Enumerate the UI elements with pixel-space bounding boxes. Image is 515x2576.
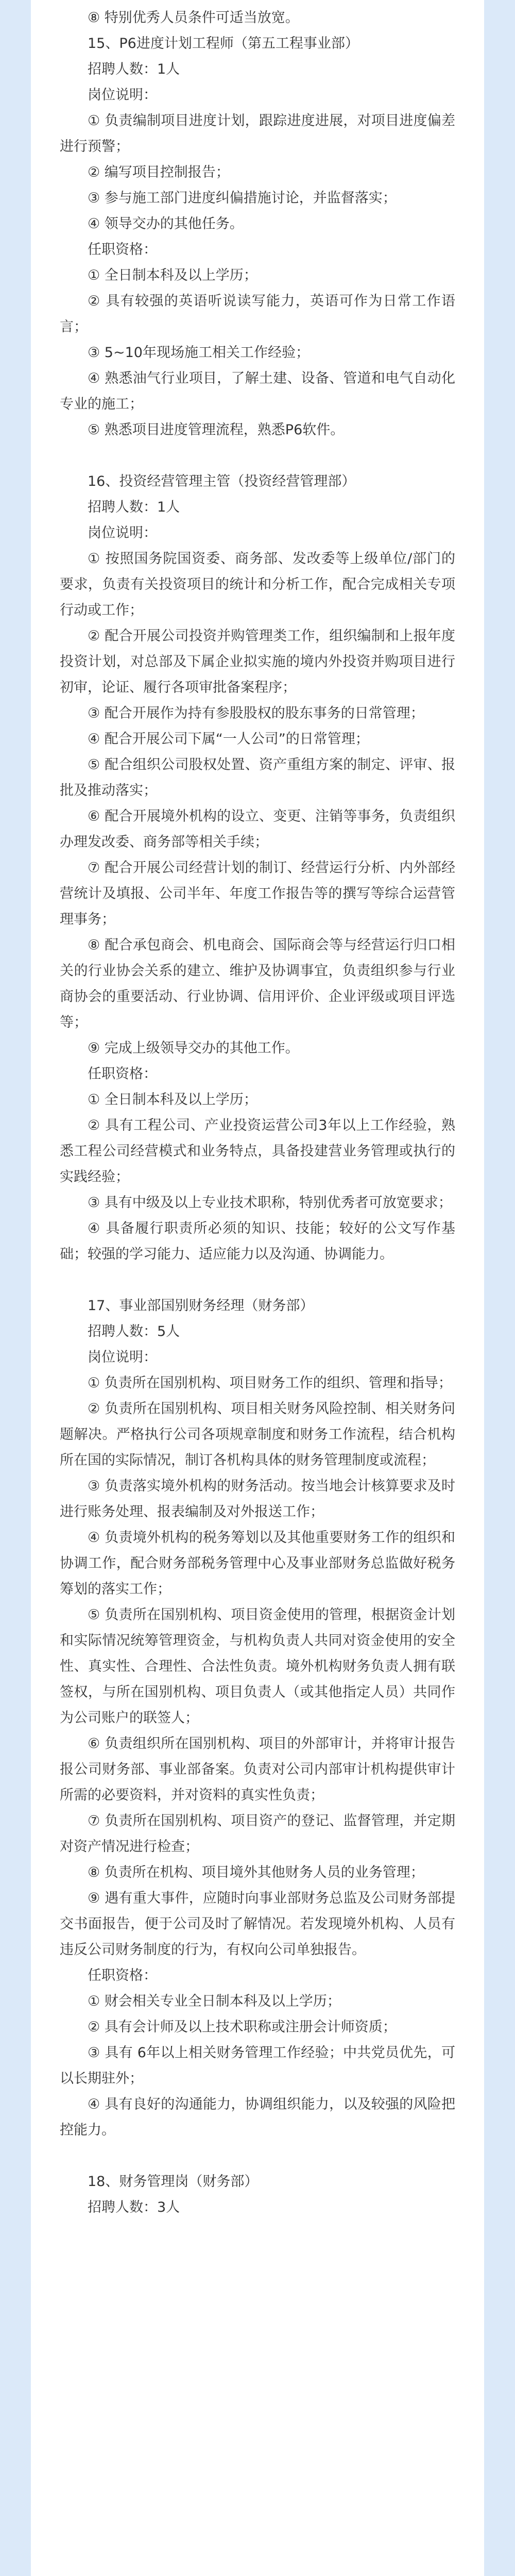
job-detail-line: ⑤ 负责所在国别机构、项目资金使用的管理，根据资金计划和实际情况统筹管理资金，与机构负责人共同对资金使用的安全性、真实性、合理性、合法性负责。境外机构财务负责人拥有联签权，与所在国别机构、项目负责人（或其他指定人员）共同作为公司账户的联签人；	[60, 1607, 455, 1726]
job-detail-line: 招聘人数：1人	[88, 61, 180, 77]
job-section	[60, 469, 455, 1267]
job-title: 18、财务管理岗（财务部）	[88, 2174, 259, 2190]
job-detail-line: ① 按照国务院国资委、商务部、发改委等上级单位/部门的要求，负责有关投资项目的统计和分析工作，配合完成相关专项行动或工作；	[60, 551, 455, 618]
job-detail-line: ⑥ 配合开展境外机构的设立、变更、注销等事务，负责组织办理发改委、商务部等相关手续；	[60, 808, 455, 850]
job-detail-line: 岗位说明：	[88, 1349, 157, 1365]
job-detail-line: ⑦ 负责所在国别机构、项目资产的登记、监督管理，并定期对资产情况进行检查；	[60, 1813, 455, 1855]
job-detail-line: ③ 5~10年现场施工相关工作经验；	[88, 345, 310, 361]
job-detail-line: ④ 具备履行职责所必须的知识、技能；较好的公文写作基础；较强的学习能力、适应能力以及沟通、协调能力。	[60, 1221, 455, 1262]
job-detail-line: ③ 参与施工部门进度纠偏措施讨论，并监督落实；	[88, 190, 397, 206]
job-detail-line: ① 全日制本科及以上学历；	[88, 267, 258, 283]
job-detail-line: ⑤ 熟悉项目进度管理流程，熟悉P6软件。	[88, 422, 345, 438]
job-detail-line: ① 全日制本科及以上学历；	[88, 1092, 258, 1108]
job-detail-line: ② 具有较强的英语听说读写能力，英语可作为日常工作语言；	[60, 293, 455, 335]
job-section	[60, 2169, 455, 2221]
job-detail-line: 任职资格：	[88, 1066, 157, 1082]
job-title: 15、P6进度计划工程师（第五工程事业部）	[88, 36, 359, 52]
job-detail-line: 招聘人数：5人	[88, 1324, 180, 1340]
job-detail-line: ③ 具有 6年以上相关财务管理工作经验；中共党员优先，可以长期驻外；	[60, 2045, 455, 2087]
job-detail-line: ④ 负责境外机构的税务筹划以及其他重要财务工作的组织和协调工作，配合财务部税务管理中心及事业部财务总监做好税务筹划的落实工作；	[60, 1530, 455, 1597]
job-detail-line: 岗位说明：	[88, 525, 157, 541]
job-detail-line: ② 编写项目控制报告；	[88, 164, 230, 180]
job-detail-line: 任职资格：	[88, 242, 157, 258]
job-detail-line: ⑧ 负责所在机构、项目境外其他财务人员的业务管理；	[88, 1865, 424, 1880]
job-detail-line: ② 具有工程公司、产业投资运营公司3年以上工作经验，熟悉工程公司经营模式和业务特点，具备投建营业务管理或执行的实践经验；	[60, 1117, 455, 1185]
job-detail-line: ③ 配合开展作为持有参股股权的股东事务的日常管理；	[88, 705, 424, 721]
job-detail-line: ③ 具有中级及以上专业技术职称，特别优秀者可放宽要求；	[88, 1195, 452, 1211]
job-detail-line: ④ 配合开展公司下属“一人公司”的日常管理；	[88, 731, 369, 747]
job-title: 17、事业部国别财务经理（财务部）	[88, 1298, 314, 1314]
job-detail-line: ② 负责所在国别机构、项目相关财务风险控制、相关财务问题解决。严格执行公司各项规章制度和财务工作流程，结合机构所在国的实际情况，制订各机构具体的财务管理制度或流程；	[60, 1401, 455, 1468]
job-detail-line: ② 配合开展公司投资并购管理类工作，组织编制和上报年度投资计划，对总部及下属企业拟实施的境内外投资并购项目进行初审，论证、履行各项审批备案程序；	[60, 628, 455, 696]
intro-line: ⑧ 特别优秀人员条件可适当放宽。	[88, 10, 299, 26]
job-detail-line: ⑨ 遇有重大事件，应随时向事业部财务总监及公司财务部提交书面报告，便于公司及时了解情况。若发现境外机构、人员有违反公司财务制度的行为，有权向公司单独报告。	[60, 1890, 455, 1958]
job-detail-line: 招聘人数：1人	[88, 499, 180, 515]
job-detail-line: 岗位说明：	[88, 87, 157, 103]
job-detail-line: ① 财会相关专业全日制本科及以上学历；	[88, 1993, 341, 2009]
job-detail-line: ⑦ 配合开展公司经营计划的制订、经营运行分析、内外部经营统计及填报、公司半年、年度工作报告等的撰写等综合运营管理事务；	[60, 860, 455, 927]
job-detail-line: ① 负责编制项目进度计划，跟踪进度进展，对项目进度偏差进行预警；	[60, 113, 455, 155]
article-page	[31, 0, 484, 2576]
job-section	[60, 31, 455, 443]
job-detail-line: 招聘人数：3人	[88, 2199, 180, 2215]
job-title: 16、投资经营管理主管（投资经营管理部）	[88, 473, 356, 489]
job-detail-line: ④ 熟悉油气行业项目，了解土建、设备、管道和电气自动化专业的施工；	[60, 370, 455, 412]
job-detail-line: ② 具有会计师及以上技术职称或注册会计师资质；	[88, 2019, 397, 2035]
job-sections	[60, 31, 455, 2221]
job-section	[60, 1293, 455, 2143]
job-detail-line: ⑧ 配合承包商会、机电商会、国际商会等与经营运行归口相关的行业协会关系的建立、维护及协调事宜，负责组织参与行业商协会的重要活动、行业协调、信用评价、企业评级或项目评选等；	[60, 937, 455, 1030]
job-detail-line: ① 负责所在国别机构、项目财务工作的组织、管理和指导；	[88, 1375, 452, 1391]
job-detail-line: ⑨ 完成上级领导交办的其他工作。	[88, 1040, 299, 1056]
job-detail-line: ⑥ 负责组织所在国别机构、项目的外部审计，并将审计报告报公司财务部、事业部备案。负责对公司内部审计机构提供审计所需的必要资料，并对资料的真实性负责；	[60, 1736, 455, 1803]
job-detail-line: ⑤ 配合组织公司股权处置、资产重组方案的制定、评审、报批及推动落实；	[60, 757, 455, 799]
job-detail-line: 任职资格：	[88, 1968, 157, 1984]
job-detail-line: ④ 领导交办的其他任务。	[88, 216, 244, 232]
job-detail-line: ③ 负责落实境外机构的财务活动。按当地会计核算要求及时进行账务处理、报表编制及对外报送工作；	[60, 1478, 455, 1520]
job-detail-line: ④ 具有良好的沟通能力，协调组织能力，以及较强的风险把控能力。	[60, 2096, 455, 2138]
